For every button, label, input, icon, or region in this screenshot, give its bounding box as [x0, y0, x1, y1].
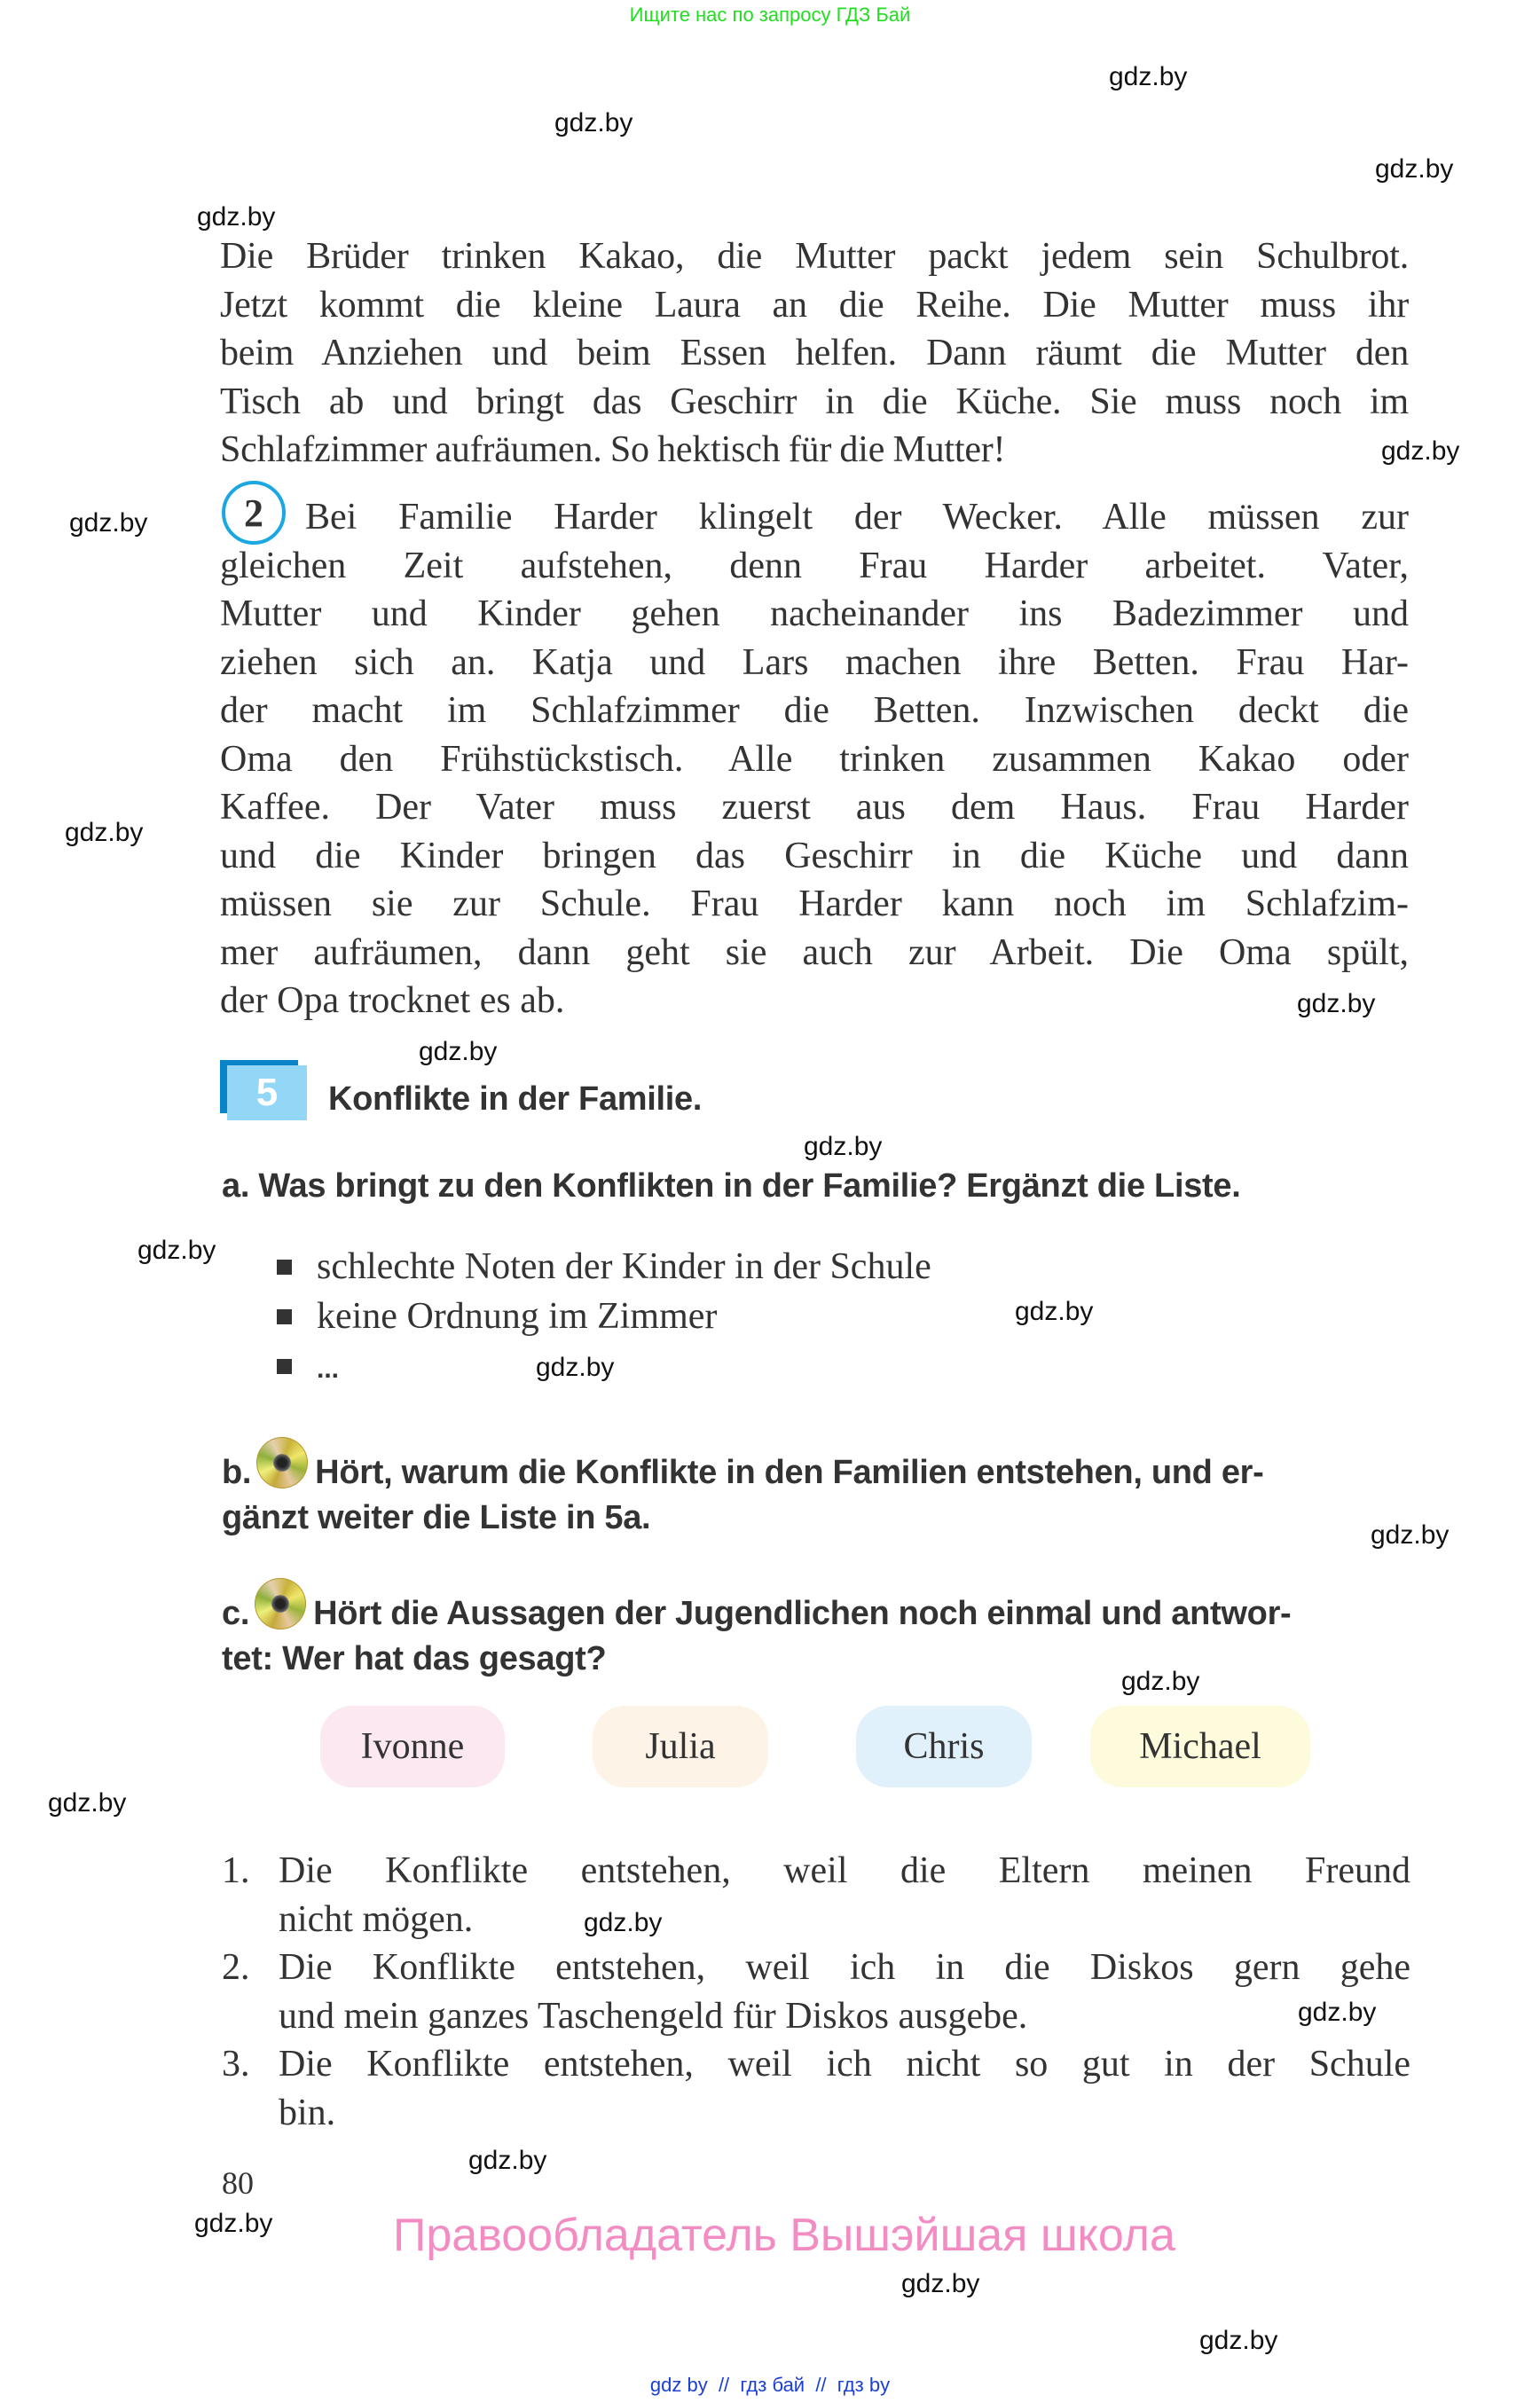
- watermark: gdz.by: [1199, 2326, 1278, 2355]
- name-label: Michael: [1139, 1726, 1261, 1767]
- statement-line: Die Konflikte entstehen, weil die Eltern meinen Freund: [279, 1850, 1410, 1891]
- audio-cd-icon[interactable]: [256, 1437, 308, 1488]
- watermark: gdz.by: [536, 1353, 615, 1382]
- list-item-text: ...: [317, 1355, 340, 1384]
- watermark: gdz.by: [194, 2209, 273, 2238]
- bullet-square-icon: [277, 1309, 292, 1324]
- watermark: gdz.by: [1121, 1667, 1200, 1696]
- text-line: Bei Familie Harder klingelt der Wecker. Alle müssen zur: [305, 497, 1409, 538]
- text-line: gleichen Zeit aufstehen, denn Frau Harder arbeitet. Vater,: [220, 545, 1409, 586]
- list-item-text: schlechte Noten der Kinder in der Schule: [317, 1246, 931, 1287]
- watermark: gdz.by: [901, 2269, 980, 2298]
- bullet-square-icon: [277, 1260, 292, 1275]
- watermark: gdz.by: [584, 1908, 663, 1937]
- text-line: der macht im Schlafzimmer die Betten. Inzwischen deckt die: [220, 690, 1409, 731]
- statement-item: [222, 1944, 1410, 2040]
- watermark: gdz.by: [138, 1236, 216, 1265]
- statement-line: Die Konflikte entstehen, weil ich in die Diskos gern gehe: [279, 1947, 1410, 1989]
- watermark: gdz.by: [197, 202, 276, 232]
- exercise-number: 5: [255, 1071, 279, 1114]
- name-label: Chris: [903, 1726, 985, 1767]
- statement-line: bin.: [279, 2092, 336, 2133]
- statement-line: und mein ganzes Taschengeld für Diskos ausgebe.: [279, 1995, 1028, 2037]
- task-c-line-2: tet: Wer hat das gesagt?: [222, 1640, 607, 1677]
- list-item: [277, 1242, 931, 1292]
- exercise-title: Konflikte in der Familie.: [328, 1080, 703, 1118]
- bullet-square-icon: [277, 1359, 292, 1374]
- paragraph-number: 2: [244, 491, 263, 535]
- statement-number: 2.: [222, 1947, 250, 1989]
- paragraph-1: [220, 232, 1409, 475]
- task-c-label: c.: [222, 1595, 250, 1632]
- task-c: [222, 1578, 1410, 1682]
- copyright-notice: Правообладатель Вышэйшая школа: [393, 2210, 1175, 2261]
- statement-item: [222, 1847, 1410, 1944]
- statements-list: [222, 1847, 1410, 2138]
- statement-line: Die Konflikte entstehen, weil ich nicht so gut in der Schule: [279, 2044, 1410, 2085]
- text-line: müssen sie zur Schule. Frau Harder kann noch im Schlafzim-: [220, 883, 1409, 924]
- task-b-line-1: [222, 1437, 1410, 1496]
- exercise-badge: [227, 1065, 307, 1120]
- task-c-text: Hört die Aussagen der Jugendlichen noch einmal und antwor-: [313, 1595, 1292, 1632]
- watermark: gdz.by: [1375, 154, 1454, 184]
- list-item-text: keine Ordnung im Zimmer: [317, 1296, 718, 1337]
- task-b-text: Hört, warum die Konflikte in den Familien entstehen, und er-: [315, 1454, 1264, 1491]
- task-b: [222, 1437, 1410, 1541]
- name-label: Ivonne: [360, 1726, 465, 1767]
- watermark: gdz.by: [1015, 1297, 1094, 1326]
- name-pill-julia: [593, 1706, 768, 1787]
- task-c-line-1: [222, 1578, 1410, 1637]
- watermark: gdz.by: [1109, 62, 1188, 91]
- watermark: gdz.by: [468, 2146, 547, 2175]
- watermark: gdz.by: [1371, 1520, 1450, 1550]
- text-line: Jetzt kommt die kleine Laura an die Reihe. Die Mutter muss ihr: [220, 284, 1409, 326]
- watermark: gdz.by: [1297, 989, 1376, 1018]
- text-line: Die Brüder trinken Kakao, die Mutter packt jedem sein Schulbrot.: [220, 236, 1409, 277]
- text-line: ziehen sich an. Katja und Lars machen ihre Betten. Frau Har-: [220, 641, 1409, 683]
- text-line: beim Anziehen und beim Essen helfen. Dann räumt die Mutter den: [220, 333, 1409, 373]
- text-line: mer aufräumen, dann geht sie auch zur Arbeit. Die Oma spült,: [220, 931, 1409, 973]
- task-b-line-2: gänzt weiter die Liste in 5a.: [222, 1499, 651, 1536]
- watermark: gdz.by: [554, 108, 633, 137]
- task-a: a. Was bringt zu den Konflikten in der Familie? Ergänzt die Liste.: [222, 1167, 1241, 1205]
- watermark: gdz.by: [65, 818, 144, 847]
- statement-line: nicht mögen.: [279, 1898, 474, 1940]
- watermark: gdz.by: [1381, 436, 1460, 466]
- name-pill-ivonne: [320, 1706, 505, 1787]
- text-line: Kaffee. Der Vater muss zuerst aus dem Haus. Frau Harder: [220, 787, 1409, 828]
- watermark: gdz.by: [69, 508, 148, 538]
- page-number: 80: [222, 2165, 254, 2201]
- statement-number: 1.: [222, 1850, 250, 1891]
- watermark: gdz.by: [419, 1037, 498, 1066]
- name-pill-michael: [1090, 1706, 1310, 1787]
- paragraph-2: [220, 493, 1409, 1025]
- text-line: Mutter und Kinder gehen nacheinander ins Badezimmer und: [220, 593, 1409, 634]
- list-item: [277, 1292, 931, 1341]
- text-line: Oma den Frühstückstisch. Alle trinken zusammen Kakao oder: [220, 738, 1409, 780]
- text-line: Tisch ab und bringt das Geschirr in die Küche. Sie muss noch im: [220, 381, 1409, 422]
- text-line: der Opa trocknet es ab.: [220, 980, 565, 1021]
- statement-item: [222, 2040, 1410, 2137]
- watermark: gdz.by: [48, 1788, 127, 1818]
- name-pill-chris: [856, 1706, 1032, 1787]
- footer-links[interactable]: gdz by // гдз бай // гдз by: [649, 2374, 891, 2396]
- name-label: Julia: [645, 1726, 716, 1767]
- text-line: Schlafzimmer aufräumen. So hektisch für die Mutter!: [220, 429, 1006, 470]
- watermark: gdz.by: [1298, 1998, 1377, 2027]
- text-line: und die Kinder bringen das Geschirr in die Küche und dann: [220, 835, 1409, 876]
- task-b-label: b.: [222, 1454, 252, 1491]
- audio-cd-icon[interactable]: [255, 1578, 306, 1629]
- top-banner: Ищите нас по запросу ГДЗ Бай: [629, 4, 911, 26]
- watermark: gdz.by: [804, 1132, 883, 1161]
- statement-number: 3.: [222, 2044, 250, 2085]
